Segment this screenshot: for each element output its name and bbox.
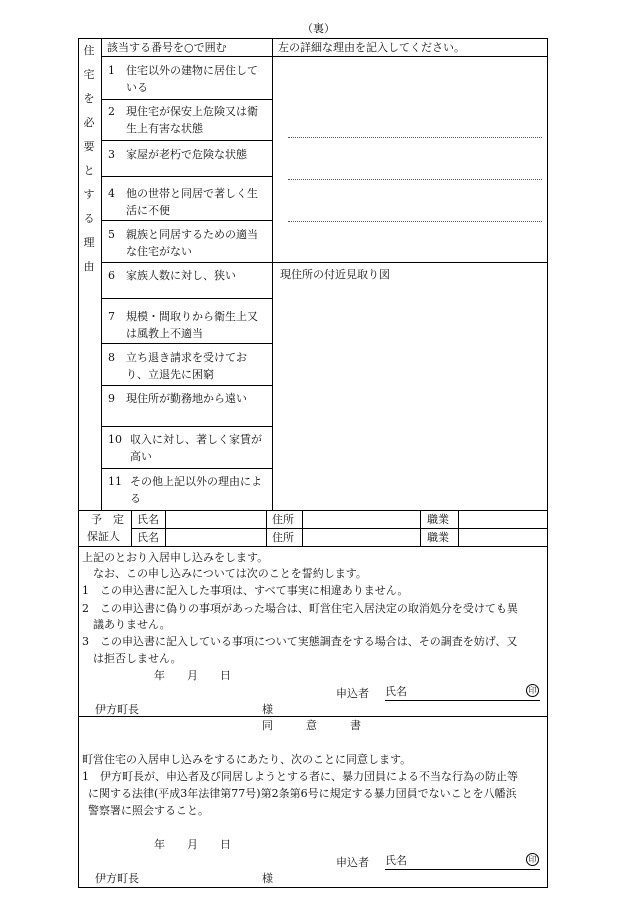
consent-addressee: 伊方町長: [95, 872, 139, 885]
seal-mark-icon: 印: [526, 853, 539, 866]
detail-reason-line[interactable]: [288, 179, 542, 180]
consent-item-1-cont: に関する法律(平成3年法律第77号)第2条第6号に規定する暴力団員でないことを八幡浜: [88, 787, 517, 800]
reason-item-number: 10: [108, 433, 122, 446]
guarantor-name-label: 氏名: [137, 513, 159, 526]
pledge-applicant-label: 申込者: [336, 687, 369, 700]
reason-item-text: 他の世帯と同居で著しく生活に不便: [126, 187, 258, 217]
reason-item-text: 立ち退き請求を受けており、立退先に困窮: [126, 351, 247, 381]
guarantor-job-label: 職業: [427, 513, 449, 526]
pledge-name-label: 氏名: [385, 685, 407, 698]
guarantor-label-planned: 予 定: [91, 513, 124, 526]
page-marker: （裏）: [302, 22, 335, 35]
reason-item-text: 親族と同居するための適当な住宅がない: [126, 228, 258, 258]
reason-item-text: 規模・間取りから衛生上又は風教上不適当: [126, 310, 258, 340]
pledge-item-1: 1 この申込書に記入した事項は、すべて事実に相違ありません。: [82, 584, 409, 597]
detail-reason-line[interactable]: [288, 137, 542, 138]
consent-applicant-label: 申込者: [336, 856, 369, 869]
consent-applicant-name-field[interactable]: [410, 852, 522, 868]
consent-date-label: 年 月 日: [154, 838, 231, 851]
guarantor-job-field[interactable]: [460, 512, 545, 527]
map-label: 現住所の付近見取り図: [280, 268, 390, 281]
reason-side-label: 住 宅 を 必 要 と す る 理 由: [83, 44, 95, 273]
column-header-circle-number: 該当する番号を○で囲む: [107, 41, 227, 54]
reason-item-text: 家族人数に対し、狭い: [126, 269, 236, 282]
guarantor-label-guarantor: 保証人: [87, 530, 120, 543]
pledge-item-2: 2 この申込書に偽りの事項があった場合は、町営住宅入居決定の取消処分を受けても異: [82, 602, 518, 615]
reason-item-number: 2: [108, 105, 115, 118]
pledge-date-label: 年 月 日: [154, 669, 231, 682]
reason-item-text: 住宅以外の建物に居住している: [126, 64, 258, 94]
reason-item-text: その他上記以外の理由による: [130, 475, 262, 505]
reason-item-text: 収入に対し、著しく家賃が高い: [130, 433, 262, 463]
reason-item-number: 3: [108, 148, 115, 161]
pledge-item-2-cont: 議ありません。: [93, 618, 171, 631]
consent-item-1: 1 伊方町長が、申込者及び同居しようとする者に、暴力団員による不当な行為の防止等: [82, 770, 518, 783]
guarantor-address-label: 住所: [272, 513, 294, 526]
guarantor-name-field[interactable]: [167, 512, 264, 527]
pledge-item-3: 3 この申込書に記入している事項について実態調査をする場合は、その調査を妨げ、又: [82, 635, 518, 648]
seal-mark-icon: 印: [526, 684, 539, 697]
pledge-item-3-cont: は拒否しません。: [93, 652, 182, 665]
reason-item-number: 8: [108, 351, 115, 364]
detail-reason-line[interactable]: [288, 221, 542, 222]
consent-name-label: 氏名: [385, 854, 407, 867]
consent-intro: 町営住宅の入居申し込みをするにあたり、次のことに同意します。: [82, 753, 412, 766]
reason-item-number: 5: [108, 228, 115, 241]
consent-honorific: 様: [262, 872, 273, 885]
reason-item-number: 6: [108, 269, 115, 282]
map-drawing-area[interactable]: [276, 286, 544, 506]
consent-item-1-cont2: 警察署に照会すること。: [88, 804, 209, 817]
guarantor-name-field[interactable]: [167, 530, 264, 545]
guarantor-address-field[interactable]: [304, 512, 418, 527]
reason-item-text: 現住所が勤務地から遠い: [126, 392, 247, 405]
guarantor-name-label: 氏名: [137, 531, 159, 544]
guarantor-job-field[interactable]: [460, 530, 545, 545]
reason-item-text: 家屋が老朽で危険な状態: [126, 148, 247, 161]
reason-item-text: 現住宅が保安上危険又は衛生上有害な状態: [126, 105, 258, 135]
pledge-name-underline: [385, 700, 540, 701]
pledge-addressee: 伊方町長: [95, 703, 139, 716]
column-header-detail-reason: 左の詳細な理由を記入してください。: [278, 41, 465, 54]
reason-item-number: 7: [108, 310, 115, 323]
pledge-intro-vow: なお、この申し込みについては次のことを誓約します。: [93, 567, 367, 580]
reason-item-number: 9: [108, 392, 115, 405]
pledge-honorific: 様: [262, 703, 273, 716]
consent-title: 同 意 書: [262, 719, 361, 732]
guarantor-address-field[interactable]: [304, 530, 418, 545]
reason-item-number: 1: [108, 64, 115, 77]
consent-name-underline: [385, 869, 540, 870]
pledge-intro: 上記のとおり入居申し込みをします。: [82, 551, 269, 564]
guarantor-job-label: 職業: [427, 531, 449, 544]
pledge-applicant-name-field[interactable]: [410, 683, 522, 699]
reason-item-number: 11: [108, 475, 122, 488]
reason-item-number: 4: [108, 187, 115, 200]
guarantor-address-label: 住所: [272, 531, 294, 544]
